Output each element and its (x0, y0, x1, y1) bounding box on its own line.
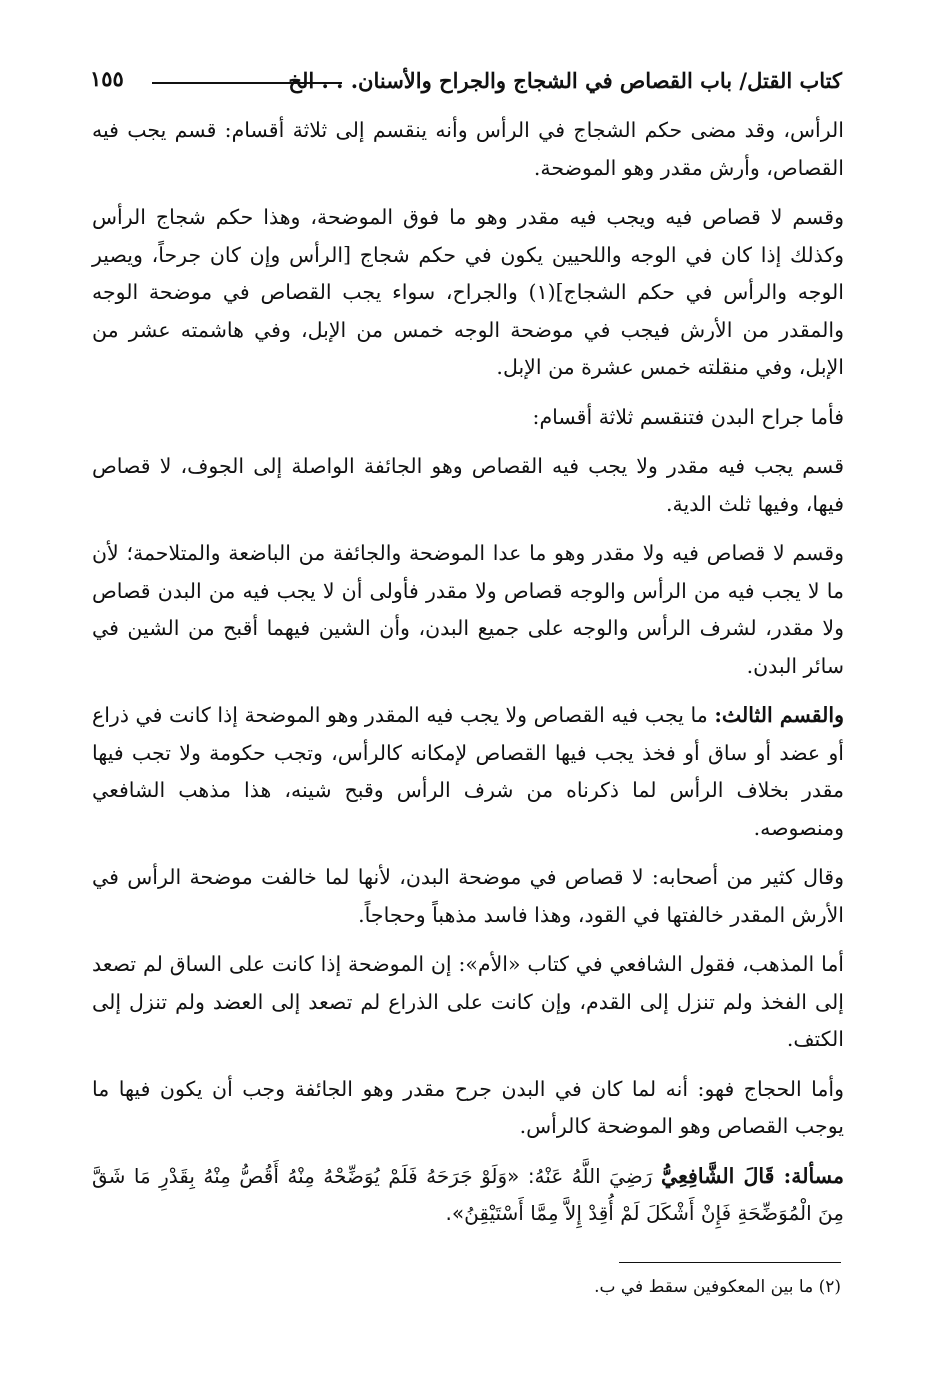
header-rule (152, 82, 342, 84)
paragraph (92, 112, 844, 187)
paragraph (92, 399, 844, 437)
paragraph (92, 199, 844, 387)
main-text (92, 112, 844, 1245)
paragraph-text: وقسم لا قصاص فيه ولا مقدر وهو ما عدا الموضحة والجائفة من الباضعة والمتلاحمة؛ لأن ما لا يجب فيه من الرأس والوجه قصاص ولا مقدر فأولى أن لا يجب فيه من البدن قصاص ولا مقدر، لشرف الرأس والوجه على جميع البدن، وأن الشين فيهما أقبح من الشين في سائر البدن. (92, 541, 844, 678)
paragraph-text: وقسم لا قصاص فيه ويجب فيه مقدر وهو ما فوق الموضحة، وهذا حكم شجاج الرأس وكذلك إذا كان في الوجه واللحيين يكون في حكم شجاج [الرأس وإن كان جرحاً، ويصير الوجه والرأس في حكم الشجاج](١) والجراح، سواء يجب القصاص في موضحة الوجه والمقدر من الأرش فيجب في موضحة الوجه خمس من الإبل، وفي هاشمته عشر من الإبل، وفي منقلته خمس عشرة من الإبل. (92, 205, 844, 379)
paragraph-lead: مسألة: قَالَ الشَّافِعِيُّ (661, 1163, 844, 1188)
paragraph (92, 448, 844, 523)
paragraph-text: وقال كثير من أصحابه: لا قصاص في موضحة البدن، لأنها لما خالفت موضحة الرأس في الأرش المقدر خالفتها في القود، وهذا فاسد مذهباً وحجاجاً. (92, 865, 844, 927)
header-title: كتاب القتل/ باب القصاص في الشجاج والجراح والأسنان. . . الخ (288, 68, 842, 93)
paragraph (92, 946, 844, 1059)
paragraph (92, 697, 844, 847)
paragraph-masala (92, 1158, 844, 1233)
paragraph (92, 1071, 844, 1146)
paragraph-text: ما يجب فيه القصاص ولا يجب فيه المقدر وهو الموضحة إذا كانت في ذراع أو عضد أو ساق أو فخذ يجب فيها القصاص لإمكانه كالرأس، وتجب حكومة ولا تجب فيها مقدر بخلاف الرأس لما ذكرناه من شرف الرأس وقبح شينه، هذا مذهب الشافعي ومنصوصه. (92, 703, 844, 840)
quoted-text: رَضِيَ اللَّهُ عَنْهُ: «وَلَوْ جَرَحَهُ فَلَمْ يُوَضِّحْهُ مِنْهُ أَقُصُّ مِنْهُ بِقَدْرِ مَا شَقَّ مِنَ الْمُوَضِّحَةِ فَإِنْ أَشْكَلَ لَمْ أُقِدْ إِلاَّ مِمَّا أَسْتَيْقِنُ». (92, 1163, 844, 1225)
paragraph-lead: والقسم الثالث: (714, 703, 844, 727)
paragraph (92, 535, 844, 685)
paragraph (92, 859, 844, 934)
paragraph-text: وأما الحجاج فهو: أنه لما كان في البدن جرح مقدر وهو الجائفة وجب أن يكون فيها ما يوجب القصاص وهو الموضحة كالرأس. (92, 1076, 844, 1138)
page-number: ١٥٥ (90, 66, 124, 91)
running-header (90, 64, 842, 110)
footnote: (٢) ما بين المعكوفين سقط في ب. (594, 1277, 841, 1297)
paragraph-text: أما المذهب، فقول الشافعي في كتاب «الأم»: إن الموضحة إذا كانت على الساق لم تصعد إلى الفخذ ولم تنزل إلى القدم، وإن كانت على الذراع لم تصعد إلى العضد ولم تنزل إلى الكتف. (92, 952, 844, 1051)
paragraph-text: فأما جراح البدن فتنقسم ثلاثة أقسام: (532, 404, 844, 429)
paragraph-text: الرأس، وقد مضى حكم الشجاج في الرأس وأنه ينقسم إلى ثلاثة أقسام: قسم يجب فيه القصاص، وأرش مقدر وهو الموضحة. (92, 118, 844, 180)
footnote-rule (619, 1262, 841, 1263)
paragraph-text: قسم يجب فيه مقدر ولا يجب فيه القصاص وهو الجائفة الواصلة إلى الجوف، لا قصاص فيها، وفيها ثلث الدية. (92, 454, 844, 516)
